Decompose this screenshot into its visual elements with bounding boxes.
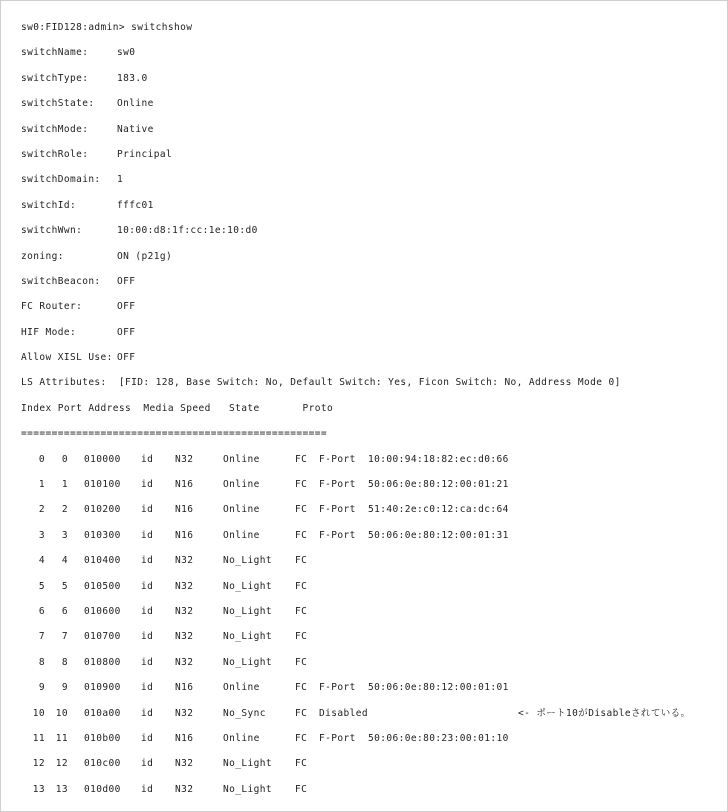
port-state: Online: [223, 732, 260, 744]
port-state: Online: [223, 504, 260, 516]
info-value: OFF: [117, 275, 136, 287]
info-row: [21, 244, 621, 269]
port-proto: FC: [295, 732, 308, 744]
port-index: 11: [32, 732, 45, 744]
info-label: switchDomain:: [21, 174, 101, 186]
port-number: 3: [61, 529, 68, 541]
info-value: OFF: [117, 301, 136, 313]
port-number: 6: [61, 605, 68, 617]
info-label: switchType:: [21, 72, 89, 84]
port-speed: N16: [175, 682, 194, 694]
port-state: No_Light: [223, 656, 272, 668]
port-type: F-Port: [319, 479, 356, 491]
port-wwn: 10:00:94:18:82:ec:d0:66: [368, 453, 509, 465]
port-media: id: [141, 707, 154, 719]
port-index: 10: [32, 707, 45, 719]
info-label: zoning:: [21, 250, 64, 262]
info-value: Native: [117, 123, 154, 135]
port-index: 1: [38, 479, 45, 491]
table-row: [21, 777, 621, 802]
table-row: [21, 701, 691, 726]
info-label: switchState:: [21, 98, 95, 110]
port-speed: N16: [175, 529, 194, 541]
port-index: 7: [38, 631, 45, 643]
info-row: [21, 269, 621, 294]
port-table: [21, 447, 691, 802]
port-type: Disabled: [319, 707, 368, 719]
port-wwn: 50:06:0e:80:12:00:01:31: [368, 529, 509, 541]
port-state: Online: [223, 479, 260, 491]
table-row: [21, 599, 621, 624]
port-wwn: 50:06:0e:80:23:00:01:10: [368, 732, 509, 744]
port-state: No_Light: [223, 580, 272, 592]
port-speed: N32: [175, 631, 194, 643]
port-address: 010a00: [84, 707, 121, 719]
port-index: 6: [38, 605, 45, 617]
port-proto: FC: [295, 656, 308, 668]
port-proto: FC: [295, 453, 308, 465]
terminal-output: [21, 15, 691, 802]
port-address: 010d00: [84, 783, 121, 795]
table-row: [21, 751, 621, 776]
info-value: Online: [117, 98, 154, 110]
info-row: [21, 66, 621, 91]
info-row: [21, 218, 621, 243]
info-label: switchBeacon:: [21, 275, 101, 287]
port-proto: FC: [295, 631, 308, 643]
info-value: OFF: [117, 326, 136, 338]
info-value: 1: [117, 174, 124, 186]
port-state: No_Sync: [223, 707, 266, 719]
port-index: 5: [38, 580, 45, 592]
port-address: 010b00: [84, 732, 121, 744]
port-speed: N32: [175, 656, 194, 668]
port-index: 2: [38, 504, 45, 516]
port-index: 13: [32, 783, 45, 795]
port-speed: N32: [175, 605, 194, 617]
port-number: 10: [55, 707, 68, 719]
port-number: 1: [61, 479, 68, 491]
port-speed: N16: [175, 732, 194, 744]
info-label: switchMode:: [21, 123, 89, 135]
info-value: 10:00:d8:1f:cc:1e:10:d0: [117, 225, 258, 237]
port-wwn: 50:06:0e:80:12:00:01:21: [368, 479, 509, 491]
table-separator: ==================================================: [21, 428, 327, 440]
port-speed: N32: [175, 783, 194, 795]
table-header: Index Port Address Media Speed State Proto: [21, 402, 334, 414]
port-address: 010400: [84, 555, 121, 567]
port-media: id: [141, 783, 154, 795]
info-row: [21, 167, 621, 192]
annotation-note: <- ポート10がDisableされている。: [518, 707, 691, 719]
port-proto: FC: [295, 529, 308, 541]
info-value: fffc01: [117, 199, 154, 211]
port-index: 12: [32, 758, 45, 770]
port-media: id: [141, 732, 154, 744]
port-number: 5: [61, 580, 68, 592]
port-proto: FC: [295, 555, 308, 567]
info-row: [21, 320, 621, 345]
info-value: sw0: [117, 47, 136, 59]
info-label: switchId:: [21, 199, 77, 211]
port-number: 9: [61, 682, 68, 694]
info-label: FC Router:: [21, 301, 83, 313]
info-row: [21, 345, 621, 370]
port-number: 11: [55, 732, 68, 744]
port-wwn: 51:40:2e:c0:12:ca:dc:64: [368, 504, 509, 516]
port-media: id: [141, 529, 154, 541]
port-speed: N32: [175, 453, 194, 465]
info-label: switchName:: [21, 47, 89, 59]
port-address: 010000: [84, 453, 121, 465]
port-speed: N16: [175, 479, 194, 491]
port-media: id: [141, 504, 154, 516]
info-row: [21, 193, 621, 218]
port-type: F-Port: [319, 504, 356, 516]
port-proto: FC: [295, 580, 308, 592]
port-media: id: [141, 656, 154, 668]
port-speed: N32: [175, 580, 194, 592]
port-proto: FC: [295, 479, 308, 491]
info-label: Allow XISL Use:: [21, 352, 113, 364]
table-row: [21, 574, 621, 599]
port-state: No_Light: [223, 783, 272, 795]
port-number: 2: [61, 504, 68, 516]
info-row: [21, 91, 621, 116]
port-proto: FC: [295, 605, 308, 617]
port-state: Online: [223, 453, 260, 465]
port-state: No_Light: [223, 631, 272, 643]
port-index: 4: [38, 555, 45, 567]
command-prompt: sw0:FID128:admin> switchshow: [21, 22, 193, 33]
info-value: Principal: [117, 148, 173, 160]
port-media: id: [141, 682, 154, 694]
port-state: No_Light: [223, 555, 272, 567]
port-address: 010700: [84, 631, 121, 643]
table-row: [21, 497, 621, 522]
port-state: No_Light: [223, 758, 272, 770]
port-index: 0: [38, 453, 45, 465]
port-speed: N32: [175, 707, 194, 719]
table-row: [21, 726, 621, 751]
port-media: id: [141, 453, 154, 465]
port-number: 13: [55, 783, 68, 795]
port-address: 010c00: [84, 758, 121, 770]
info-label: switchWwn:: [21, 225, 83, 237]
table-row: [21, 548, 621, 573]
port-address: 010100: [84, 479, 121, 491]
table-row: [21, 523, 621, 548]
info-value: OFF: [117, 352, 136, 364]
info-label: HIF Mode:: [21, 326, 77, 338]
table-row: [21, 675, 621, 700]
port-number: 4: [61, 555, 68, 567]
port-type: F-Port: [319, 453, 356, 465]
port-proto: FC: [295, 758, 308, 770]
table-row: [21, 472, 621, 497]
table-row: [21, 650, 621, 675]
port-proto: FC: [295, 707, 308, 719]
port-proto: FC: [295, 682, 308, 694]
port-number: 7: [61, 631, 68, 643]
port-address: 010300: [84, 529, 121, 541]
port-proto: FC: [295, 783, 308, 795]
info-label: switchRole:: [21, 148, 89, 160]
port-address: 010900: [84, 682, 121, 694]
port-number: 0: [61, 453, 68, 465]
port-address: 010500: [84, 580, 121, 592]
port-proto: FC: [295, 504, 308, 516]
port-address: 010200: [84, 504, 121, 516]
port-number: 12: [55, 758, 68, 770]
port-index: 9: [38, 682, 45, 694]
info-row: [21, 142, 621, 167]
port-wwn: 50:06:0e:80:12:00:01:01: [368, 682, 509, 694]
table-row: [21, 624, 621, 649]
port-media: id: [141, 580, 154, 592]
port-speed: N16: [175, 504, 194, 516]
port-media: id: [141, 479, 154, 491]
port-index: 3: [38, 529, 45, 541]
port-index: 8: [38, 656, 45, 668]
ls-attributes: LS Attributes: [FID: 128, Base Switch: No, Default Switch: Yes, Ficon Switch: No, Address Mode 0]: [21, 377, 621, 389]
info-value: 183.0: [117, 72, 148, 84]
info-row: [21, 294, 621, 319]
port-address: 010800: [84, 656, 121, 668]
port-type: F-Port: [319, 682, 356, 694]
port-media: id: [141, 555, 154, 567]
port-type: F-Port: [319, 732, 356, 744]
port-type: F-Port: [319, 529, 356, 541]
port-state: No_Light: [223, 605, 272, 617]
info-value: ON (p21g): [117, 250, 173, 262]
port-media: id: [141, 605, 154, 617]
port-media: id: [141, 631, 154, 643]
switch-info: [21, 40, 621, 370]
port-media: id: [141, 758, 154, 770]
port-address: 010600: [84, 605, 121, 617]
port-state: Online: [223, 529, 260, 541]
table-row: [21, 447, 621, 472]
info-row: [21, 40, 621, 65]
info-row: [21, 117, 621, 142]
port-speed: N32: [175, 555, 194, 567]
port-number: 8: [61, 656, 68, 668]
port-state: Online: [223, 682, 260, 694]
port-speed: N32: [175, 758, 194, 770]
